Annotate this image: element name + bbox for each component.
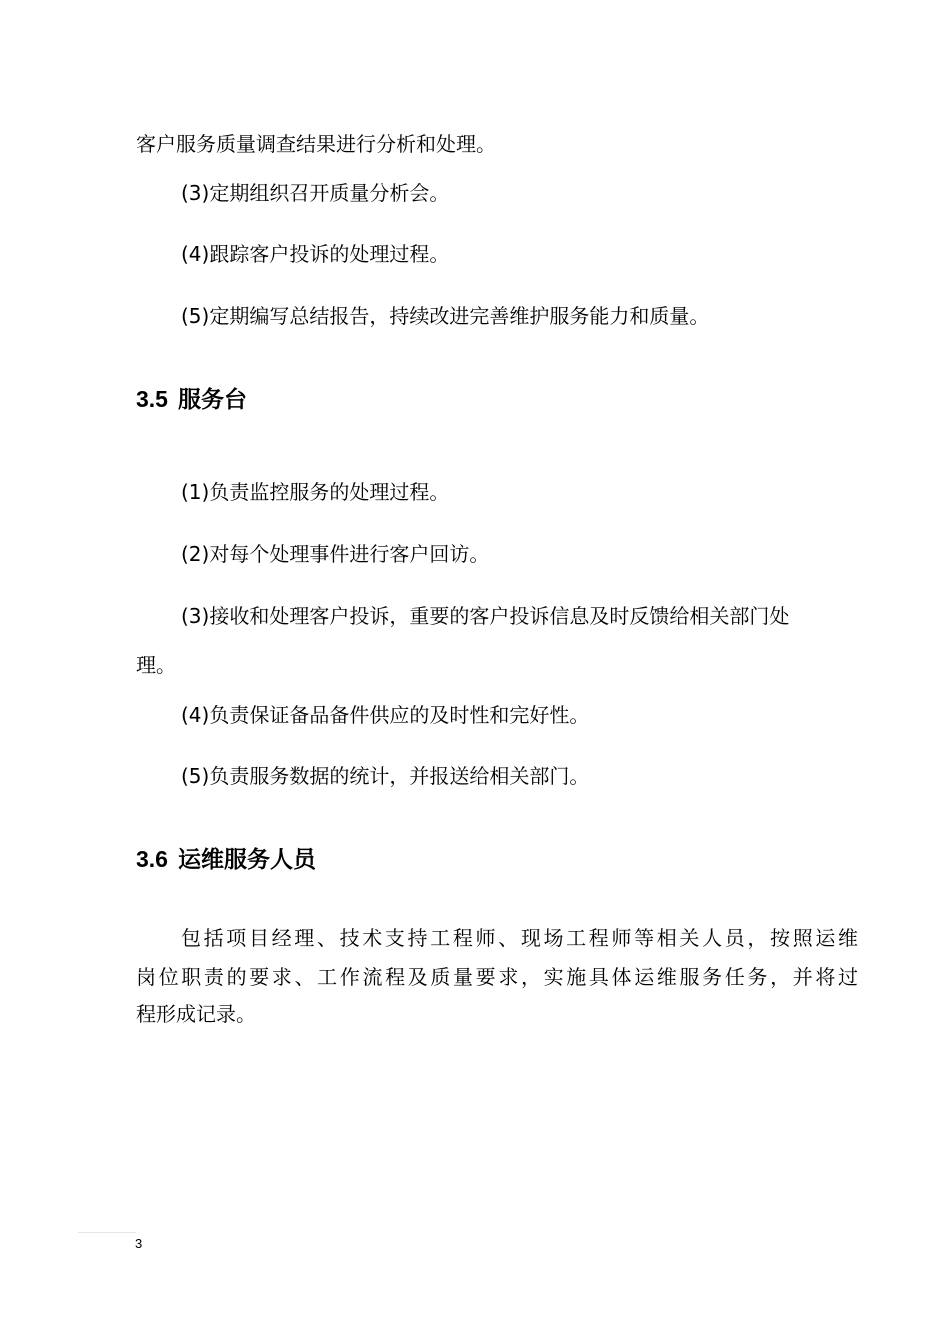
section-heading-3-6 (136, 844, 316, 874)
paragraph-line: 包括项目经理、技术支持工程师、现场工程师等相关人员，按照运维 (181, 926, 858, 950)
page-number: 3 (135, 1236, 143, 1251)
section-title: 运维服务人员 (177, 846, 316, 872)
list-item: (3)定期组织召开质量分析会。 (181, 181, 450, 205)
list-item-continuation: 理。 (136, 653, 176, 677)
section-number: 3.5 (136, 386, 168, 412)
list-item: (3)接收和处理客户投诉，重要的客户投诉信息及时反馈给相关部门处 (181, 604, 790, 628)
list-item: (4)负责保证备品备件供应的及时性和完好性。 (181, 703, 590, 727)
paragraph-line: 岗位职责的要求、工作流程及质量要求，实施具体运维服务任务，并将过 (136, 965, 858, 989)
footer-rule (78, 1232, 136, 1233)
list-item: (1)负责监控服务的处理过程。 (181, 480, 450, 504)
list-item: (4)跟踪客户投诉的处理过程。 (181, 242, 450, 266)
section-heading-3-5 (136, 384, 247, 414)
section-title: 服务台 (177, 386, 247, 412)
paragraph-line: 程形成记录。 (136, 1002, 256, 1026)
section-number: 3.6 (136, 846, 168, 872)
list-item: (5)负责服务数据的统计，并报送给相关部门。 (181, 764, 590, 788)
list-item: (2)对每个处理事件进行客户回访。 (181, 542, 490, 566)
list-item: (5)定期编写总结报告，持续改进完善维护服务能力和质量。 (181, 304, 710, 328)
continuation-text: 客户服务质量调查结果进行分析和处理。 (136, 132, 496, 156)
